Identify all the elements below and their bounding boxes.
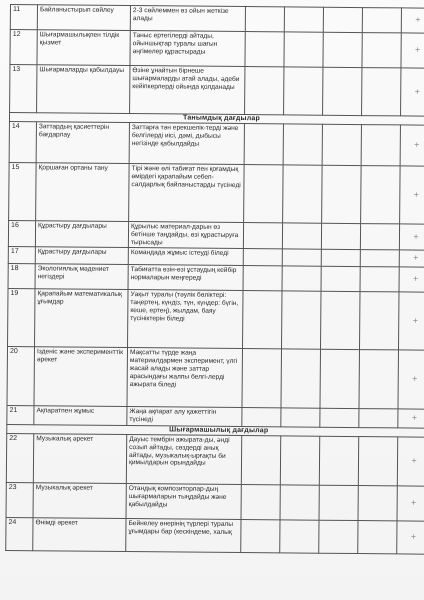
skill-description: Заттарға тән ерекшелік-терді және белгілерді иісі, дәмі, дыбысы негізінде қабылдайды xyxy=(129,123,244,165)
row-number: 21 xyxy=(7,406,34,425)
empty-cell xyxy=(245,32,284,67)
empty-cell xyxy=(319,520,358,553)
row-number: 20 xyxy=(7,347,35,406)
mark-cell: + xyxy=(398,292,424,350)
empty-cell xyxy=(362,68,401,116)
skill-description: Уақыт туралы (тәулік бөліктері: таңертең, күндіз, түн, күндер: бүгін, кеше, ертең), жылдам, баяу түсініктерін біледі xyxy=(128,290,244,349)
table-row xyxy=(10,5,424,34)
table-row xyxy=(10,65,424,117)
empty-cell xyxy=(241,436,280,485)
table-row xyxy=(7,347,424,410)
empty-cell xyxy=(284,7,323,32)
empty-cell xyxy=(362,8,401,33)
section-title-creative: Шығармашылық дағдылар xyxy=(7,424,424,437)
skill-name: Музыкалық әрекет xyxy=(33,434,126,484)
empty-cell xyxy=(360,267,399,292)
mark-cell: + xyxy=(398,350,424,409)
empty-cell xyxy=(280,520,319,553)
skill-description: Құрылыс материал-дарын өз бетінше таңдайды, өзі құрастыруға тырысады xyxy=(128,222,243,249)
empty-cell xyxy=(319,436,358,485)
empty-cell xyxy=(242,291,282,349)
empty-cell xyxy=(320,350,360,409)
empty-cell xyxy=(245,7,284,32)
skill-name: Заттардың қасиеттерін бағдарлау xyxy=(36,122,129,164)
skill-description: Мақсатты түрде жаңа материалдармен эксперимент, үлгі жасай алады және заттар арасындағы жалпы белгі-лерді ажырата біледі xyxy=(127,348,243,408)
empty-cell xyxy=(284,67,323,115)
skill-description: Тірі және өлі табиғат пен қоғамдық өмірдегі қарапайым себеп-салдарлық байланыстарды түсінеді xyxy=(129,164,245,223)
empty-cell xyxy=(320,409,359,428)
mark-cell: + xyxy=(401,8,424,33)
empty-cell xyxy=(322,165,362,223)
skill-description: Командада жұмыс істеуді біледі xyxy=(128,248,243,266)
skill-name: Экологиялық мәдениет негіздері xyxy=(35,264,128,290)
mark-cell: + xyxy=(401,33,424,68)
skill-description: Табиғатта өзін-өзі ұстаудың кейбір нормаларын меңгереді xyxy=(128,265,243,291)
empty-cell xyxy=(283,124,322,165)
skill-description: Отандық композиторлар-дың шығармаларын тыңдайды және қабылдайды xyxy=(126,484,241,520)
empty-cell xyxy=(242,408,281,427)
empty-cell xyxy=(321,267,360,292)
skill-name: Шығармаларды қабылдауы xyxy=(37,65,130,114)
table-row xyxy=(8,220,424,250)
empty-cell xyxy=(282,223,321,250)
empty-cell xyxy=(284,32,323,67)
empty-cell xyxy=(360,250,399,267)
empty-cell xyxy=(282,249,321,266)
empty-cell xyxy=(361,125,400,166)
empty-cell xyxy=(243,223,282,250)
skill-name: Қарапайым математикалық ұғымдар xyxy=(35,289,129,348)
empty-cell xyxy=(319,485,358,520)
mark-cell: + xyxy=(399,224,424,251)
row-number: 17 xyxy=(8,247,35,264)
mark-cell: + xyxy=(398,409,424,428)
skills-table xyxy=(5,4,424,555)
empty-cell xyxy=(241,485,280,520)
empty-cell xyxy=(245,67,284,115)
mark-cell: + xyxy=(400,125,424,166)
skill-name: Құрастыру дағдылары xyxy=(35,221,128,248)
empty-cell xyxy=(243,249,282,266)
empty-cell xyxy=(283,165,323,223)
empty-cell xyxy=(280,485,319,520)
skill-description: Өзіне ұнайтын бірнеше шығармаларды атай алады, әдеби кейіпкерлерді ойында қолданады xyxy=(130,66,245,115)
empty-cell xyxy=(321,223,360,250)
table-row xyxy=(6,433,424,486)
empty-cell xyxy=(322,124,361,165)
empty-cell xyxy=(358,437,397,486)
row-number: 13 xyxy=(10,65,37,113)
empty-cell xyxy=(362,33,401,68)
row-number: 23 xyxy=(6,482,33,517)
empty-cell xyxy=(244,165,284,223)
skill-name: Құрастыру дағдылары xyxy=(35,247,128,265)
mark-cell: + xyxy=(399,250,424,267)
skill-description: Бейнелеу өнерінің түрлері туралы ұғымдары бар (кескіндеме, халық xyxy=(126,519,241,553)
table-row xyxy=(8,264,424,293)
mark-cell: + xyxy=(401,68,424,116)
section-title-cognitive: Танымдық дағдылар xyxy=(9,113,424,126)
empty-cell xyxy=(281,291,321,349)
row-number: 12 xyxy=(10,30,37,65)
empty-cell xyxy=(323,32,362,67)
empty-cell xyxy=(281,349,321,408)
table-row xyxy=(10,30,424,69)
skill-description: Жаңа ақпарат алу қажеттігін түсінеді xyxy=(127,407,242,427)
empty-cell xyxy=(359,350,399,409)
empty-cell xyxy=(323,7,362,32)
skill-description: Таныс ертегілерді айтады, ойыншықтар туралы шағын әңгімелер құрастырады xyxy=(130,31,245,67)
empty-cell xyxy=(321,250,360,267)
empty-cell xyxy=(360,224,399,251)
skill-name: Байланыстырып сөйлеу xyxy=(37,5,130,31)
skill-name: Қоршаған ортаны тану xyxy=(36,163,130,222)
empty-cell xyxy=(241,520,280,553)
skill-name: Ізденіс және эксперименттік әрекет xyxy=(34,347,128,407)
empty-cell xyxy=(244,124,283,165)
mark-cell: + xyxy=(400,166,424,224)
row-number: 11 xyxy=(10,5,37,30)
mark-cell: + xyxy=(397,437,424,486)
mark-cell: + xyxy=(397,521,424,554)
empty-cell xyxy=(281,408,320,427)
skill-name: Шығармашылықпен тілдік қызмет xyxy=(37,30,130,66)
table-row xyxy=(9,162,424,224)
row-number: 24 xyxy=(6,517,33,550)
skill-name: Ақпаратпен жұмыс xyxy=(34,406,127,425)
skill-description: Дауыс тембрін ажырата-ды, әнді созып айтады, сөздерді анық айтады, музыкалық-ырғақты би қимылдарын орындайды xyxy=(126,435,241,485)
empty-cell xyxy=(359,292,399,350)
empty-cell xyxy=(242,349,282,408)
skill-description: 2-3 сөйлеммен өз ойын жеткізе алады xyxy=(130,6,245,32)
skill-name: Музыкалық әрекет xyxy=(33,483,126,519)
row-number: 15 xyxy=(9,162,37,220)
empty-cell xyxy=(358,486,397,521)
row-number: 14 xyxy=(9,121,36,162)
row-number: 22 xyxy=(6,433,33,482)
empty-cell xyxy=(320,292,360,350)
mark-cell: + xyxy=(397,486,424,521)
empty-cell xyxy=(282,266,321,291)
table-row xyxy=(6,517,424,554)
skill-name: Өнімді әрекет xyxy=(33,518,126,552)
table-row xyxy=(6,482,424,521)
row-number: 16 xyxy=(8,220,35,247)
table-row xyxy=(8,289,424,351)
empty-cell xyxy=(358,521,397,554)
empty-cell xyxy=(243,266,282,291)
empty-cell xyxy=(359,409,398,428)
empty-cell xyxy=(361,166,401,224)
row-number: 19 xyxy=(8,289,36,347)
mark-cell: + xyxy=(399,267,424,292)
row-number: 18 xyxy=(8,264,35,289)
empty-cell xyxy=(323,67,362,115)
table-row xyxy=(9,121,424,166)
empty-cell xyxy=(280,436,319,485)
